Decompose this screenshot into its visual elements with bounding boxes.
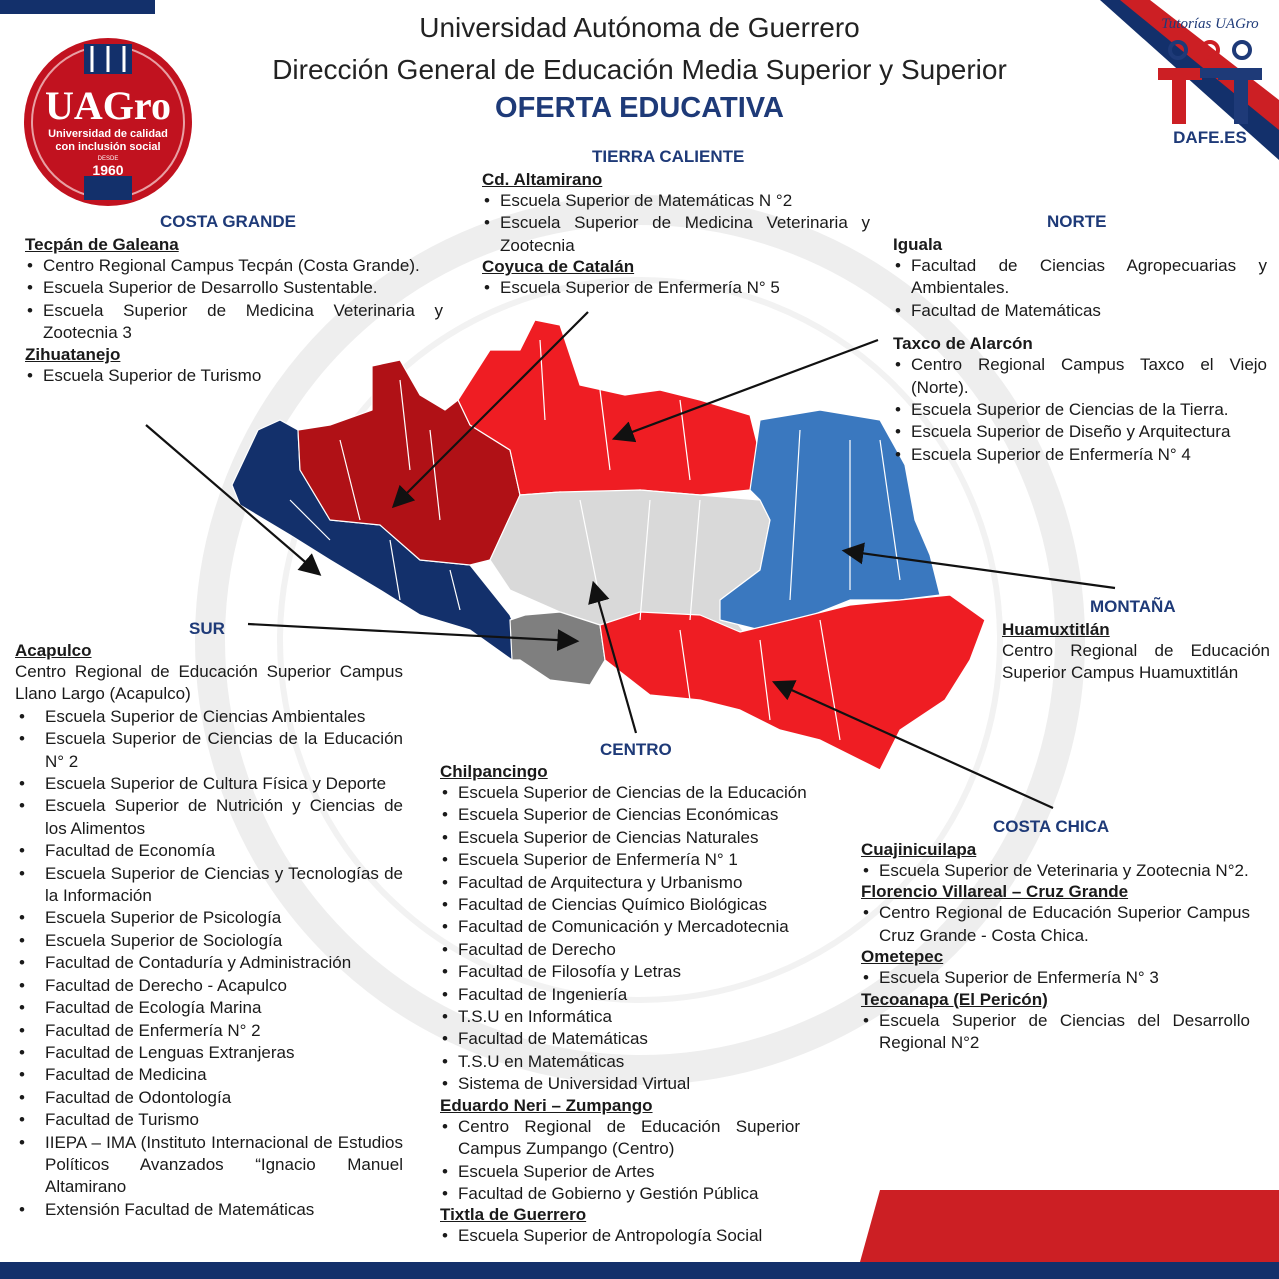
list-item: • Facultad de Arquitectura y Urbanismo <box>440 872 850 894</box>
list-item: • Escuela Superior de Antropología Social <box>440 1225 850 1247</box>
list-item: • Escuela Superior de Veterinaria y Zootecnia N°2. <box>861 860 1250 882</box>
list-item: • Escuela Superior de Enfermería N° 3 <box>861 967 1250 989</box>
section-costa-chica <box>861 840 1250 1054</box>
header-university: Universidad Autónoma de Guerrero <box>419 12 860 43</box>
program-list <box>25 365 443 387</box>
list-item: • Facultad de Matemáticas <box>893 300 1267 322</box>
list-item: • Sistema de Universidad Virtual <box>440 1073 850 1095</box>
list-item: • Escuela Superior de Enfermería N° 4 <box>893 444 1267 466</box>
list-item: • Facultad de Derecho - Acapulco <box>15 975 403 997</box>
list-item: • Facultad de Odontología <box>15 1087 403 1109</box>
region-label-norte: NORTE <box>1047 212 1107 231</box>
section-costa-grande <box>25 235 443 387</box>
program-list <box>15 706 403 1221</box>
list-item: • Facultad de Derecho <box>440 939 850 961</box>
section-tierra-caliente <box>482 170 870 300</box>
list-item: • Escuela Superior de Ciencias Naturales <box>440 827 850 849</box>
city-name: Zihuatanejo <box>25 344 121 364</box>
list-item: • Extensión Facultad de Matemáticas <box>15 1199 403 1221</box>
program-list <box>861 902 1250 947</box>
list-item: • Facultad de Economía <box>15 840 403 862</box>
list-item: • Escuela Superior de Ciencias de la Educación <box>440 782 850 804</box>
list-item: • Facultad de Ingeniería <box>440 984 850 1006</box>
city-name: Eduardo Neri – Zumpango <box>440 1095 653 1115</box>
city-name: Coyuca de Catalán <box>482 257 635 277</box>
bottom-right-red-band <box>860 1190 1279 1262</box>
list-item: • Centro Regional de Educación Superior Campus Cruz Grande - Costa Chica. <box>861 902 1250 947</box>
campus-text: Centro Regional de Educación Superior Campus Llano Largo (Acapulco) <box>15 662 403 704</box>
tutorias-logo <box>1150 10 1270 150</box>
list-item: • Escuela Superior de Desarrollo Sustentable. <box>25 277 443 299</box>
list-item: • Escuela Superior de Ciencias de la Tierra. <box>893 399 1267 421</box>
city-name: Ometepec <box>861 947 944 967</box>
program-list <box>861 967 1250 989</box>
list-item: • T.S.U en Informática <box>440 1006 850 1028</box>
list-item: • Escuela Superior de Ciencias del Desarrollo Regional N°2 <box>861 1010 1250 1055</box>
list-item: • Facultad de Comunicación y Mercadotecnia <box>440 916 850 938</box>
program-list <box>440 1225 850 1247</box>
list-item: • Facultad de Ciencias Químico Biológicas <box>440 894 850 916</box>
list-item: • Facultad de Matemáticas <box>440 1028 850 1050</box>
map-region-sur <box>510 612 605 685</box>
program-list <box>482 190 870 257</box>
list-item: • Facultad de Lenguas Extranjeras <box>15 1042 403 1064</box>
list-item: • Escuela Superior de Ciencias Económicas <box>440 804 850 826</box>
list-item: • Escuela Superior de Medicina Veterinaria y Zootecnia <box>482 212 870 257</box>
city-name: Huamuxtitlán <box>1002 620 1110 639</box>
section-montana <box>1002 620 1270 685</box>
list-item: • Facultad de Ciencias Agropecuarias y Ambientales. <box>893 255 1267 300</box>
list-item: • Escuela Superior de Turismo <box>25 365 443 387</box>
city-name: Cd. Altamirano <box>482 170 603 189</box>
program-list <box>440 1116 800 1206</box>
logo-tagline-2: con inclusión social <box>55 141 161 153</box>
list-item: • Escuela Superior de Artes <box>440 1161 800 1183</box>
city-name: Taxco de Alarcón <box>893 334 1033 354</box>
uagro-logo <box>22 36 194 208</box>
list-item: • Escuela Superior de Ciencias y Tecnologías de la Información <box>15 863 403 908</box>
list-item: • Facultad de Medicina <box>15 1064 403 1086</box>
list-item: • Escuela Superior de Ciencias Ambientales <box>15 706 403 728</box>
list-item: • Centro Regional Campus Taxco el Viejo (Norte). <box>893 354 1267 399</box>
logo-name: UAGro <box>45 83 171 128</box>
program-list <box>861 860 1250 882</box>
program-list <box>440 782 850 1096</box>
list-item: • Escuela Superior de Sociología <box>15 930 403 952</box>
region-label-centro: CENTRO <box>600 740 672 759</box>
header-direction: Dirección General de Educación Media Superior y Superior <box>272 54 1007 85</box>
region-label-costa-chica: COSTA CHICA <box>993 817 1110 836</box>
list-item: • T.S.U en Matemáticas <box>440 1051 850 1073</box>
program-list <box>482 277 870 299</box>
program-list <box>861 1010 1250 1055</box>
list-item: • Escuela Superior de Psicología <box>15 907 403 929</box>
list-item: • Escuela Superior de Ciencias de la Educación N° 2 <box>15 728 403 773</box>
campus-text: Centro Regional de Educación Superior Campus Huamuxtitlán <box>1002 641 1270 683</box>
region-label-costa-grande: COSTA GRANDE <box>160 212 296 231</box>
list-item: • Escuela Superior de Enfermería N° 5 <box>482 277 870 299</box>
list-item: • Centro Regional Campus Tecpán (Costa Grande). <box>25 255 443 277</box>
logo-tagline-1: Universidad de calidad <box>48 128 168 140</box>
city-name: Chilpancingo <box>440 762 548 781</box>
city-name: Tecoanapa (El Pericón) <box>861 989 1048 1009</box>
region-label-montana: MONTAÑA <box>1090 597 1176 616</box>
list-item: • Escuela Superior de Cultura Física y Deporte <box>15 773 403 795</box>
region-label-sur: SUR <box>189 619 225 638</box>
city-name: Cuajinicuilapa <box>861 840 977 859</box>
section-sur <box>15 641 403 1221</box>
section-norte <box>893 235 1267 466</box>
city-name: Tixtla de Guerrero <box>440 1205 587 1225</box>
city-name: Acapulco <box>15 641 92 660</box>
region-label-tierra-caliente: TIERRA CALIENTE <box>592 147 745 166</box>
list-item: • Facultad de Enfermería N° 2 <box>15 1020 403 1042</box>
list-item: • Facultad de Ecología Marina <box>15 997 403 1019</box>
tutorias-label: DAFE.ES <box>1173 128 1247 147</box>
city-name: Florencio Villareal – Cruz Grande <box>861 882 1129 902</box>
program-list <box>25 255 443 345</box>
program-list <box>893 354 1267 466</box>
list-item: • Facultad de Contaduría y Administración <box>15 952 403 974</box>
list-item: • Facultad de Filosofía y Letras <box>440 961 850 983</box>
city-name: Tecpán de Galeana <box>25 235 179 254</box>
list-item: • Escuela Superior de Nutrición y Ciencias de los Alimentos <box>15 795 403 840</box>
logo-desde: DESDE <box>97 156 119 162</box>
bottom-navy-band <box>0 1262 1279 1279</box>
city-name: Iguala <box>893 235 943 254</box>
list-item: • Escuela Superior de Diseño y Arquitectura <box>893 421 1267 443</box>
list-item: • IIEPA – IMA (Instituto Internacional de Estudios Políticos Avanzados “Ignacio Manuel Altamirano <box>15 1132 403 1199</box>
list-item: • Facultad de Turismo <box>15 1109 403 1131</box>
list-item: • Escuela Superior de Matemáticas N °2 <box>482 190 870 212</box>
page-title: OFERTA EDUCATIVA <box>495 92 784 124</box>
section-centro <box>440 762 850 1248</box>
list-item: • Centro Regional de Educación Superior Campus Zumpango (Centro) <box>440 1116 800 1161</box>
list-item: • Escuela Superior de Enfermería N° 1 <box>440 849 850 871</box>
list-item: • Facultad de Gobierno y Gestión Pública <box>440 1183 800 1205</box>
logo-year: 1960 <box>92 162 124 178</box>
list-item: • Escuela Superior de Medicina Veterinaria y Zootecnia 3 <box>25 300 443 345</box>
program-list <box>893 255 1267 322</box>
tutorias-script: Tutorías UAGro <box>1161 16 1259 32</box>
